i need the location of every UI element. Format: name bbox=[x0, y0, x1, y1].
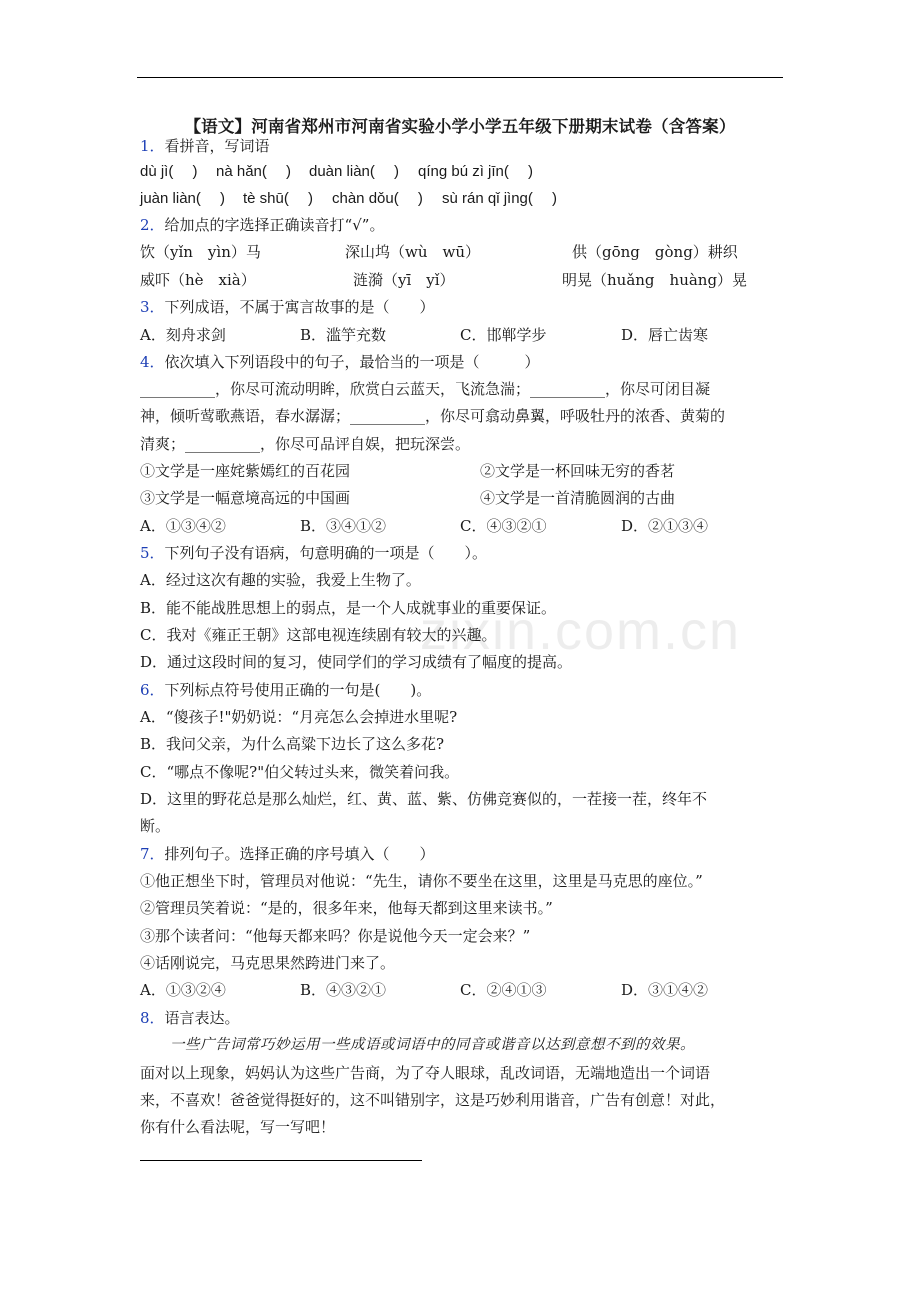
option-d[interactable]: D．③①④② bbox=[621, 981, 709, 999]
option-b[interactable]: B．我问父亲，为什么高粱下边长了这么多花? bbox=[140, 735, 445, 753]
option-c[interactable]: C．我对《雍正王朝》这部电视连续剧有较大的兴趣。 bbox=[140, 626, 497, 644]
question-stem: 下列成语，不属于寓言故事的是（ ） bbox=[164, 298, 435, 316]
question-stem: 给加点的字选择正确读音打“√”。 bbox=[164, 216, 385, 234]
passage-line: 来，不喜欢！爸爸觉得挺好的，这不叫错别字，这是巧妙利用谐音，广告有创意！对此， bbox=[140, 1091, 726, 1109]
question-number: 6． bbox=[140, 681, 165, 699]
option-d[interactable]: D．唇亡齿寒 bbox=[621, 326, 709, 344]
option-c[interactable]: C．“哪点不像呢?"伯父转过头来，微笑着问我。 bbox=[140, 763, 460, 781]
header-rule bbox=[137, 77, 783, 78]
pinyin-item[interactable]: duàn liàn( ) bbox=[309, 163, 400, 180]
option-d[interactable]: D．这里的野花总是那么灿烂，红、黄、蓝、紫、仿佛竞赛似的，一茬接一茬，终年不 bbox=[140, 790, 708, 808]
passage-line: 面对以上现象，妈妈认为这些广告商，为了夺人眼球，乱改词语，无端地造出一个词语 bbox=[140, 1064, 711, 1082]
sentence-item: ③那个读者问：“他每天都来吗？你是说他今天一定会来？” bbox=[140, 927, 531, 945]
pinyin-item[interactable]: tè shū( ) bbox=[243, 190, 314, 207]
option-b[interactable]: B．能不能战胜思想上的弱点，是一个人成就事业的重要保证。 bbox=[140, 599, 557, 617]
pinyin-item[interactable]: chàn dǒu( ) bbox=[332, 190, 423, 207]
option-b[interactable]: B．③④①② bbox=[300, 517, 387, 535]
option-b[interactable]: B．滥竽充数 bbox=[300, 326, 387, 344]
question-number: 7． bbox=[140, 845, 165, 863]
option-d-continued: 断。 bbox=[140, 817, 171, 835]
sentence-item: ②文学是一杯回味无穷的香茗 bbox=[480, 462, 676, 480]
question-number: 2． bbox=[140, 216, 165, 234]
reading-choice[interactable]: 涟漪（yī yǐ） bbox=[353, 271, 455, 289]
question-6 bbox=[140, 680, 431, 700]
passage-line: 清爽；__________，你尽可品评自娱，把玩深尝。 bbox=[140, 435, 471, 453]
pinyin-item[interactable]: nà hǎn( ) bbox=[216, 163, 292, 180]
pinyin-item[interactable]: juàn liàn( ) bbox=[140, 190, 226, 207]
option-a[interactable]: A．①③②④ bbox=[140, 981, 226, 999]
question-stem: 看拼音，写词语 bbox=[164, 137, 270, 155]
sentence-item: ④话刚说完，马克思果然跨进门来了。 bbox=[140, 954, 396, 972]
reading-choice[interactable]: 饮（yǐn yìn）马 bbox=[140, 243, 261, 261]
question-8 bbox=[140, 1008, 240, 1028]
page-title: 【语文】河南省郑州市河南省实验小学小学五年级下册期末试卷（含答案） bbox=[184, 117, 736, 136]
reading-choice[interactable]: 明晃（huǎng huàng）晃 bbox=[562, 271, 748, 289]
option-c[interactable]: C．④③②① bbox=[460, 517, 547, 535]
question-stem: 下列标点符号使用正确的一句是( )。 bbox=[164, 681, 432, 699]
passage-line: 神，倾听莺歌燕语，春水潺潺；__________，你尽可翕动鼻翼，呼吸牡丹的浓香、黄菊的 bbox=[140, 407, 726, 425]
option-d[interactable]: D．通过这段时间的复习，使同学们的学习成绩有了幅度的提高。 bbox=[140, 653, 573, 671]
question-2 bbox=[140, 215, 384, 235]
reading-choice[interactable]: 深山坞（wù wū） bbox=[345, 243, 481, 261]
sentence-item: ②管理员笑着说：“是的，很多年来，他每天都到这里来读书。” bbox=[140, 899, 553, 917]
sentence-item: ①他正想坐下时，管理员对他说：“先生，请你不要坐在这里，这里是马克思的座位。” bbox=[140, 872, 703, 890]
pinyin-item[interactable]: qíng bú zì jīn( ) bbox=[418, 163, 534, 180]
pinyin-item[interactable]: sù rán qǐ jìng( ) bbox=[442, 190, 558, 207]
question-7 bbox=[140, 844, 435, 864]
option-a[interactable]: A．“傻孩子!"奶奶说：“月亮怎么会掉进水里呢? bbox=[140, 708, 458, 726]
option-a[interactable]: A．经过这次有趣的实验，我爱上生物了。 bbox=[140, 571, 421, 589]
answer-line[interactable] bbox=[140, 1160, 422, 1161]
question-stem: 依次填入下列语段中的句子，最恰当的一项是（ ） bbox=[164, 353, 540, 371]
passage-line: __________，你尽可流动明眸，欣赏白云蓝天，飞流急湍；__________，你尽可闭目凝 bbox=[140, 380, 711, 398]
question-stem: 排列句子。选择正确的序号填入（ ） bbox=[164, 845, 435, 863]
question-number: 4． bbox=[140, 353, 165, 371]
question-number: 3． bbox=[140, 298, 165, 316]
question-5 bbox=[140, 543, 487, 563]
question-number: 5． bbox=[140, 544, 165, 562]
question-4 bbox=[140, 352, 540, 372]
option-a[interactable]: A．①③④② bbox=[140, 517, 226, 535]
sentence-item: ①文学是一座姹紫嫣红的百花园 bbox=[140, 462, 351, 480]
reading-choice[interactable]: 威吓（hè xià） bbox=[140, 271, 256, 289]
option-c[interactable]: C．②④①③ bbox=[460, 981, 547, 999]
watermark: zixin.com.cn bbox=[420, 601, 742, 661]
option-a[interactable]: A．刻舟求剑 bbox=[140, 326, 226, 344]
quoted-text: 一些广告词常巧妙运用一些成语或词语中的同音或谐音以达到意想不到的效果。 bbox=[170, 1037, 695, 1053]
question-stem: 下列句子没有语病，句意明确的一项是（ ）。 bbox=[164, 544, 488, 562]
passage-line: 你有什么看法呢，写一写吧！ bbox=[140, 1118, 336, 1136]
pinyin-item[interactable]: dù jì( ) bbox=[140, 163, 198, 180]
question-number: 8． bbox=[140, 1009, 165, 1027]
option-c[interactable]: C．邯郸学步 bbox=[460, 326, 547, 344]
question-3 bbox=[140, 297, 435, 317]
option-d[interactable]: D．②①③④ bbox=[621, 517, 709, 535]
question-stem: 语言表达。 bbox=[164, 1009, 240, 1027]
option-b[interactable]: B．④③②① bbox=[300, 981, 387, 999]
question-1 bbox=[140, 136, 270, 156]
question-number: 1． bbox=[140, 137, 165, 155]
sentence-item: ④文学是一首清脆圆润的古曲 bbox=[480, 489, 676, 507]
reading-choice[interactable]: 供（gōng gòng）耕织 bbox=[572, 243, 738, 261]
sentence-item: ③文学是一幅意境高远的中国画 bbox=[140, 489, 351, 507]
